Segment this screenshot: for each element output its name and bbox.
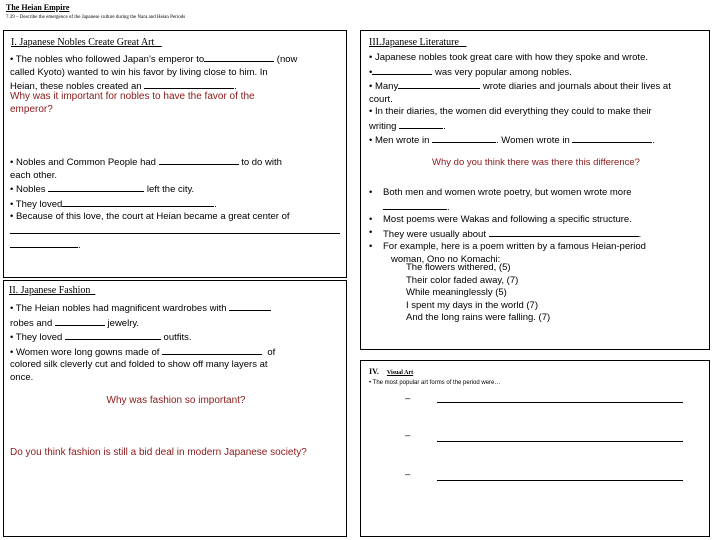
blank-line[interactable] bbox=[372, 65, 432, 75]
blank-line[interactable] bbox=[48, 182, 144, 192]
blank-line[interactable] bbox=[144, 79, 234, 89]
blank-line[interactable] bbox=[162, 345, 262, 355]
fashion-paragraph: • The Heian nobles had magnificent wardrobes with robes and jewelry. • They loved outfits. • Women wore long gowns made of of colored silk cleverly cut and folded to show off many layers at once. bbox=[10, 303, 276, 383]
blank-line[interactable] bbox=[229, 301, 271, 311]
section-nobles-box bbox=[3, 30, 347, 278]
document-title: The Heian Empire bbox=[6, 3, 70, 12]
section-visual-art-title: IV. Visual Art bbox=[369, 367, 414, 376]
blank-line[interactable] bbox=[398, 79, 480, 89]
nobles-question: Why was it important for nobles to have the favor of the emperor? bbox=[10, 91, 255, 115]
dash: – bbox=[405, 430, 411, 441]
nobles-paragraph: • The nobles who followed Japan’s emperor to (now called Kyoto) wanted to win his favor by living close to him. In Heian, these nobles created an . bbox=[10, 54, 298, 92]
blank-line[interactable] bbox=[572, 133, 652, 143]
nobles-bullets: • Nobles and Common People had to do with each other. • Nobles left the city. • They loved . • Because of this love, the court at Heian became a great center of . bbox=[10, 155, 344, 253]
document-subtitle: 7.39 – Describe the emergence of the Japanese culture during the Nara and Heian Periods bbox=[6, 15, 186, 20]
dash: – bbox=[405, 393, 411, 404]
blank-line[interactable] bbox=[10, 238, 78, 248]
blank-line[interactable] bbox=[383, 200, 447, 210]
fashion-modern-question: Do you think fashion is still a bid deal in modern Japanese society? bbox=[10, 447, 307, 458]
blank-line[interactable] bbox=[65, 330, 161, 340]
section-nobles-title: I. Japanese Nobles Create Great Art bbox=[11, 37, 155, 48]
literature-question: Why do you think there was there this difference? bbox=[432, 157, 640, 168]
answer-line[interactable] bbox=[437, 441, 683, 442]
section-fashion-box bbox=[3, 280, 347, 537]
section-fashion-title: II. Japanese Fashion bbox=[9, 285, 91, 296]
visual-art-intro: • The most popular art forms of the period were… bbox=[369, 380, 501, 386]
blank-line[interactable] bbox=[204, 52, 274, 62]
literature-paragraph: • Japanese nobles took great care with how they spoke and wrote. • was very popular among nobles. • Many wrote diaries and journals about their lives at court. • In their diaries, the women did everything they could to make their writing . • Men wrote in . Women wrote in . bbox=[369, 52, 671, 146]
section-literature-title: III.Japanese Literature bbox=[369, 37, 459, 48]
blank-line[interactable] bbox=[399, 119, 443, 129]
blank-line[interactable] bbox=[10, 224, 340, 234]
answer-line[interactable] bbox=[437, 402, 683, 403]
fashion-question: Why was fashion so important? bbox=[106, 395, 246, 406]
section-literature-box bbox=[360, 30, 710, 350]
blank-line[interactable] bbox=[159, 155, 239, 165]
blank-line[interactable] bbox=[489, 227, 639, 237]
blank-line[interactable] bbox=[55, 316, 105, 326]
dash: – bbox=[405, 469, 411, 480]
answer-line[interactable] bbox=[437, 480, 683, 481]
blank-line[interactable] bbox=[62, 197, 214, 207]
section-visual-art-box bbox=[360, 360, 710, 537]
blank-line[interactable] bbox=[432, 133, 496, 143]
poem: The flowers withered, (5) Their color faded away, (7) While meaninglessly (5) I spent my days in the world (7) And the long rains were falling. (7) bbox=[406, 262, 551, 323]
literature-bullets: • Both men and women wrote poetry, but women wrote more . • Most poems were Wakas and following a specific structure. • They were usually about . • For example, here is a poem written by a famous Heian-period woman, Ono no Komachi: bbox=[369, 187, 646, 265]
